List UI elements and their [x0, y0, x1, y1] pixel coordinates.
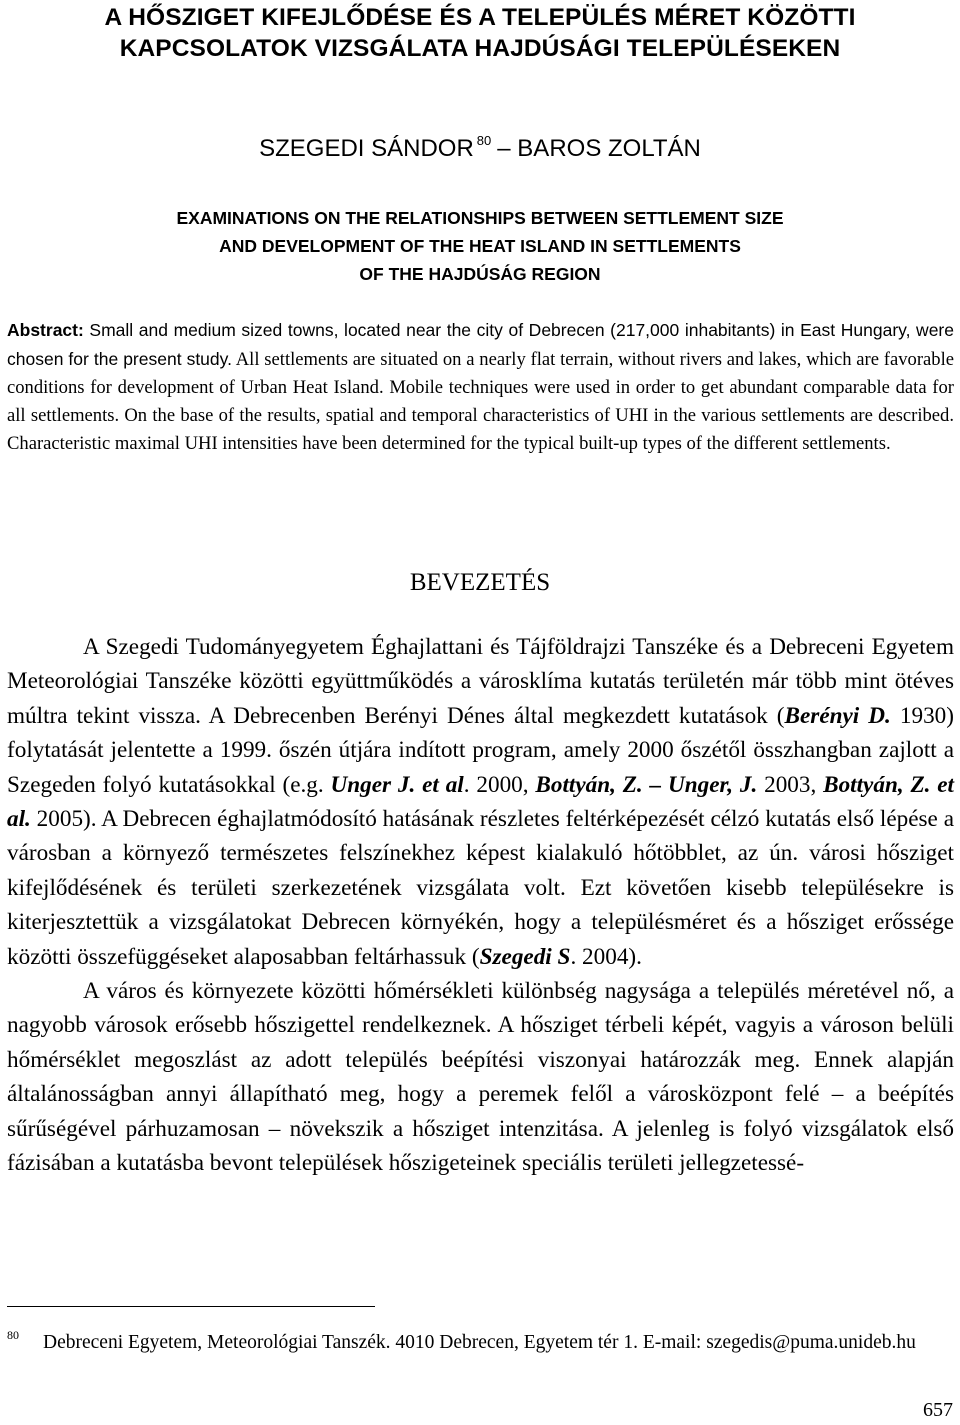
- paragraph-2: A város és környezete közötti hőmérsékleti különbség nagysága a település méretével nő, a nagyobb városok erősebb hőszigettel rendelkeznek. A hősziget térbeli képét, vagyis a városon belüli hőmérséklet megoszlást az adott település beépítési viszonyai határozzák meg. Ennek alapján általánosságban annyi állapítható meg, hogy a peremek felől a városközpont felé – a beépítés sűrűségével párhuzamosan – növekszik a hősziget intenzitása. A jelenleg is folyó vizsgálatok első fázisában a kutatásba bevont települések hőszigeteinek speciális területi jellegzetessé-: [7, 978, 954, 1177]
- citation: [331, 772, 464, 798]
- paragraph-1-text: A Szegedi Tudományegyetem Éghajlattani és Tájföldrajzi Tanszéke és a Debreceni Egyetem Meteorológiai Tanszéke közötti együttműködés a városklíma kutatás területén már több mint ötéves múltra tekint vissza. A Debrecenben Berényi Dénes által megkezdett kutatások (: [7, 634, 954, 729]
- footnote-mark: 80: [7, 1328, 19, 1342]
- citation-author: Szegedi S: [479, 943, 571, 970]
- citation-author: Bottyán, Z. – Unger, J.: [535, 771, 758, 798]
- author-name-1: SZEGEDI SÁNDOR: [259, 135, 474, 162]
- author-dash: –: [497, 135, 511, 162]
- abstract: [7, 316, 954, 458]
- section-heading: BEVEZETÉS: [409, 569, 551, 596]
- citation-author: Bottyán, Z. et al.: [7, 771, 954, 833]
- footnote: [7, 1320, 954, 1358]
- paragraph-1-text: . 2004).: [570, 943, 642, 970]
- author-name-2: BAROS ZOLTÁN: [517, 135, 701, 162]
- abstract-body: All settlements are situated on a nearly flat terrain, without rivers and lakes, which are favorable conditions for development of Urban Heat Island. Mobile techniques were used in order to get abundant comparable data for all settlements. On the base of the results, spatial and temporal characteristics of UHI in the various settlements are described. Characteristic maximal UHI intensities have been determined for the typical built-up types of the different settlements.: [7, 349, 954, 454]
- author-line: [0, 126, 960, 164]
- english-title: [0, 204, 960, 288]
- english-title-line-2: AND DEVELOPMENT OF THE HEAT ISLAND IN SETTLEMENTS: [219, 236, 741, 256]
- paragraph-1-text: 2003,: [757, 771, 824, 798]
- paragraph-1-text: 1930) folytatását jelentette a 1999. őszén útjára indított program, amely 2000 őszétől összhangban zajlott a Szegeden folyó kutatásokkal (e.g.: [7, 702, 954, 798]
- english-title-line-3: OF THE HAJDÚSÁG REGION: [359, 264, 601, 284]
- english-title-line-1: EXAMINATIONS ON THE RELATIONSHIPS BETWEEN SETTLEMENT SIZE: [176, 208, 784, 228]
- citation: [480, 944, 571, 970]
- author-footnote-mark[interactable]: 80: [476, 133, 492, 148]
- footnote-divider: [7, 1306, 375, 1307]
- body-text: [7, 630, 954, 1181]
- page-title: [0, 2, 960, 64]
- citation-author: Unger J. et al: [330, 771, 464, 798]
- title-line-2: KAPCSOLATOK VIZSGÁLATA HAJDÚSÁGI TELEPÜLÉSEKEN: [119, 35, 841, 62]
- page-number: 657: [923, 1399, 953, 1421]
- citation: [785, 703, 891, 729]
- citation: [535, 772, 757, 798]
- paragraph-1-text: 2005). A Debrecen éghajlatmódosító hatásának részletes feltérképezését célzó kutatás első lépése a városban a környező természetes felszínekhez képest kialakuló hőtöbblet, az ún. városi hősziget kifejlődésének és területi szerkezetének vizsgálata volt. Ezt követően kisebb településekre is kiterjesztettük a vizsgálatokat Debrecen környékén, hogy a településméret és a hősziget erőssége közötti összefüggéseket alaposabban feltárhassuk (: [7, 806, 954, 970]
- abstract-lead-text: Small and medium sized towns, located near the city of Debrecen (217,000 inhabitants) in East Hungary, were chosen for the present study.: [7, 320, 954, 369]
- title-line-1: A HŐSZIGET KIFEJLŐDÉSE ÉS A TELEPÜLÉS MÉRET KÖZÖTTI: [104, 4, 856, 31]
- footnote-text: Debreceni Egyetem, Meteorológiai Tanszék. 4010 Debrecen, Egyetem tér 1. E-mail: szegedis@puma.unideb.hu: [43, 1332, 916, 1353]
- paragraph-1-text: . 2000,: [463, 771, 536, 798]
- citation-author: Berényi D.: [784, 702, 891, 729]
- abstract-label: Abstract:: [7, 320, 84, 340]
- paragraph-1: [7, 630, 954, 974]
